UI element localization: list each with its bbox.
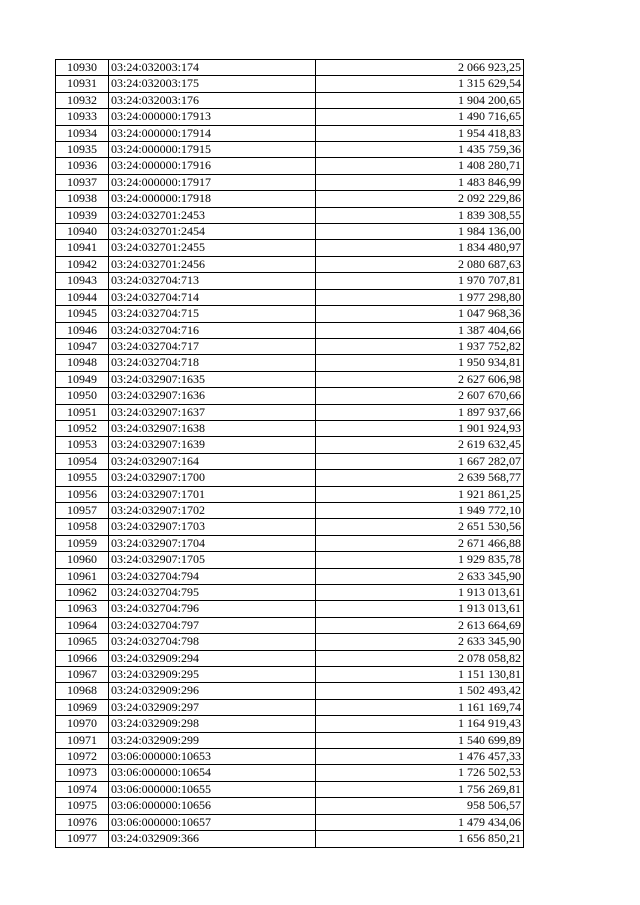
cadastral-number-cell: 03:24:032909:366 (109, 831, 316, 847)
cadastral-number-cell: 03:24:032907:1637 (109, 404, 316, 420)
cadastral-number-cell: 03:24:000000:17913 (109, 109, 316, 125)
table-row (56, 60, 524, 76)
table-row (56, 585, 524, 601)
row-number-cell: 10952 (56, 420, 109, 436)
row-number-cell: 10973 (56, 765, 109, 781)
table-row (56, 125, 524, 141)
row-number-cell: 10930 (56, 60, 109, 76)
cadastral-number-cell: 03:24:032701:2454 (109, 224, 316, 240)
row-number-cell: 10945 (56, 306, 109, 322)
cadastral-number-cell: 03:24:032907:164 (109, 453, 316, 469)
value-cell: 1 490 716,65 (316, 109, 524, 125)
cadastral-number-cell: 03:24:032907:1702 (109, 502, 316, 518)
table-row (56, 617, 524, 633)
cadastral-number-cell: 03:24:032704:795 (109, 585, 316, 601)
table-row (56, 92, 524, 108)
row-number-cell: 10938 (56, 191, 109, 207)
cadastral-number-cell: 03:24:032701:2456 (109, 256, 316, 272)
table-row (56, 453, 524, 469)
cadastral-number-cell: 03:24:032907:1700 (109, 470, 316, 486)
table-row (56, 355, 524, 371)
cadastral-number-cell: 03:24:032704:714 (109, 289, 316, 305)
cadastral-number-cell: 03:24:032701:2455 (109, 240, 316, 256)
value-cell: 2 078 058,82 (316, 650, 524, 666)
row-number-cell: 10931 (56, 76, 109, 92)
table-row (56, 781, 524, 797)
cadastral-number-cell: 03:24:032909:297 (109, 699, 316, 715)
cadastral-number-cell: 03:24:032907:1704 (109, 535, 316, 551)
table-row (56, 749, 524, 765)
cadastral-number-cell: 03:24:032704:718 (109, 355, 316, 371)
value-cell: 1 839 308,55 (316, 207, 524, 223)
cadastral-number-cell: 03:24:032907:1703 (109, 519, 316, 535)
row-number-cell: 10941 (56, 240, 109, 256)
value-cell: 1 151 130,81 (316, 667, 524, 683)
value-cell: 1 949 772,10 (316, 502, 524, 518)
cadastral-number-cell: 03:24:032704:798 (109, 634, 316, 650)
value-cell: 1 483 846,99 (316, 174, 524, 190)
table-row (56, 716, 524, 732)
value-cell: 1 904 200,65 (316, 92, 524, 108)
value-cell: 1 970 707,81 (316, 273, 524, 289)
row-number-cell: 10976 (56, 814, 109, 830)
cadastral-number-cell: 03:06:000000:10657 (109, 814, 316, 830)
value-cell: 1 408 280,71 (316, 158, 524, 174)
row-number-cell: 10961 (56, 568, 109, 584)
row-number-cell: 10947 (56, 338, 109, 354)
row-number-cell: 10943 (56, 273, 109, 289)
cadastral-number-cell: 03:24:032003:174 (109, 60, 316, 76)
table-row (56, 76, 524, 92)
value-cell: 2 671 466,88 (316, 535, 524, 551)
value-cell: 1 479 434,06 (316, 814, 524, 830)
table-row (56, 601, 524, 617)
cadastral-number-cell: 03:06:000000:10654 (109, 765, 316, 781)
row-number-cell: 10951 (56, 404, 109, 420)
cadastral-number-cell: 03:24:032907:1639 (109, 437, 316, 453)
row-number-cell: 10954 (56, 453, 109, 469)
table-row (56, 109, 524, 125)
cadastral-value-table (55, 59, 524, 848)
cadastral-number-cell: 03:24:032003:176 (109, 92, 316, 108)
row-number-cell: 10932 (56, 92, 109, 108)
value-cell: 2 066 923,25 (316, 60, 524, 76)
table-row (56, 486, 524, 502)
table-row (56, 404, 524, 420)
cadastral-number-cell: 03:24:032907:1638 (109, 420, 316, 436)
value-cell: 1 913 013,61 (316, 585, 524, 601)
cadastral-number-cell: 03:24:032704:797 (109, 617, 316, 633)
value-cell: 2 633 345,90 (316, 634, 524, 650)
value-cell: 1 937 752,82 (316, 338, 524, 354)
cadastral-number-cell: 03:24:032704:715 (109, 306, 316, 322)
row-number-cell: 10959 (56, 535, 109, 551)
row-number-cell: 10944 (56, 289, 109, 305)
value-cell: 1 435 759,36 (316, 142, 524, 158)
table-row (56, 338, 524, 354)
cadastral-number-cell: 03:24:000000:17917 (109, 174, 316, 190)
cadastral-number-cell: 03:24:000000:17916 (109, 158, 316, 174)
row-number-cell: 10977 (56, 831, 109, 847)
value-cell: 2 092 229,86 (316, 191, 524, 207)
cadastral-number-cell: 03:24:032909:299 (109, 732, 316, 748)
row-number-cell: 10953 (56, 437, 109, 453)
cadastral-number-cell: 03:24:032701:2453 (109, 207, 316, 223)
value-cell: 1 315 629,54 (316, 76, 524, 92)
table-row (56, 191, 524, 207)
row-number-cell: 10975 (56, 798, 109, 814)
table-row (56, 650, 524, 666)
row-number-cell: 10955 (56, 470, 109, 486)
table-row (56, 519, 524, 535)
cadastral-number-cell: 03:24:032909:298 (109, 716, 316, 732)
row-number-cell: 10939 (56, 207, 109, 223)
row-number-cell: 10950 (56, 388, 109, 404)
row-number-cell: 10968 (56, 683, 109, 699)
row-number-cell: 10966 (56, 650, 109, 666)
table-row (56, 289, 524, 305)
table-row (56, 535, 524, 551)
table-row (56, 371, 524, 387)
table-row (56, 732, 524, 748)
row-number-cell: 10935 (56, 142, 109, 158)
value-cell: 1 726 502,53 (316, 765, 524, 781)
table-row (56, 142, 524, 158)
row-number-cell: 10972 (56, 749, 109, 765)
table-body (56, 60, 524, 848)
cadastral-number-cell: 03:24:000000:17918 (109, 191, 316, 207)
cadastral-number-cell: 03:24:032907:1636 (109, 388, 316, 404)
cadastral-number-cell: 03:24:032907:1701 (109, 486, 316, 502)
row-number-cell: 10942 (56, 256, 109, 272)
table-row (56, 437, 524, 453)
cadastral-number-cell: 03:24:032909:296 (109, 683, 316, 699)
row-number-cell: 10970 (56, 716, 109, 732)
cadastral-number-cell: 03:24:032907:1705 (109, 552, 316, 568)
table-row (56, 224, 524, 240)
row-number-cell: 10933 (56, 109, 109, 125)
value-cell: 1 476 457,33 (316, 749, 524, 765)
table-row (56, 158, 524, 174)
value-cell: 2 639 568,77 (316, 470, 524, 486)
value-cell: 1 047 968,36 (316, 306, 524, 322)
table-row (56, 322, 524, 338)
row-number-cell: 10948 (56, 355, 109, 371)
table-row (56, 174, 524, 190)
cadastral-number-cell: 03:06:000000:10653 (109, 749, 316, 765)
table-row (56, 240, 524, 256)
table-row (56, 470, 524, 486)
row-number-cell: 10958 (56, 519, 109, 535)
table-row (56, 256, 524, 272)
table-row (56, 420, 524, 436)
cadastral-number-cell: 03:06:000000:10656 (109, 798, 316, 814)
cadastral-number-cell: 03:24:000000:17915 (109, 142, 316, 158)
cadastral-number-cell: 03:24:032704:717 (109, 338, 316, 354)
value-cell: 2 627 606,98 (316, 371, 524, 387)
value-cell: 1 387 404,66 (316, 322, 524, 338)
cadastral-number-cell: 03:24:032909:295 (109, 667, 316, 683)
table-row (56, 306, 524, 322)
row-number-cell: 10937 (56, 174, 109, 190)
row-number-cell: 10960 (56, 552, 109, 568)
row-number-cell: 10967 (56, 667, 109, 683)
cadastral-number-cell: 03:24:000000:17914 (109, 125, 316, 141)
value-cell: 1 929 835,78 (316, 552, 524, 568)
row-number-cell: 10934 (56, 125, 109, 141)
value-cell: 1 161 169,74 (316, 699, 524, 715)
table-row (56, 814, 524, 830)
value-cell: 1 834 480,97 (316, 240, 524, 256)
table-row (56, 502, 524, 518)
table-row (56, 699, 524, 715)
value-cell: 1 164 919,43 (316, 716, 524, 732)
value-cell: 1 921 861,25 (316, 486, 524, 502)
value-cell: 1 984 136,00 (316, 224, 524, 240)
cadastral-number-cell: 03:24:032704:794 (109, 568, 316, 584)
value-cell: 1 667 282,07 (316, 453, 524, 469)
table-row (56, 552, 524, 568)
value-cell: 1 913 013,61 (316, 601, 524, 617)
table-row (56, 207, 524, 223)
value-cell: 1 954 418,83 (316, 125, 524, 141)
table-row (56, 798, 524, 814)
cadastral-number-cell: 03:24:032907:1635 (109, 371, 316, 387)
value-cell: 1 950 934,81 (316, 355, 524, 371)
value-cell: 1 977 298,80 (316, 289, 524, 305)
value-cell: 1 502 493,42 (316, 683, 524, 699)
row-number-cell: 10949 (56, 371, 109, 387)
value-cell: 2 633 345,90 (316, 568, 524, 584)
row-number-cell: 10956 (56, 486, 109, 502)
row-number-cell: 10964 (56, 617, 109, 633)
value-cell: 958 506,57 (316, 798, 524, 814)
row-number-cell: 10946 (56, 322, 109, 338)
value-cell: 1 897 937,66 (316, 404, 524, 420)
row-number-cell: 10957 (56, 502, 109, 518)
table-row (56, 273, 524, 289)
table-row (56, 634, 524, 650)
value-cell: 1 756 269,81 (316, 781, 524, 797)
row-number-cell: 10969 (56, 699, 109, 715)
row-number-cell: 10963 (56, 601, 109, 617)
row-number-cell: 10940 (56, 224, 109, 240)
value-cell: 1 656 850,21 (316, 831, 524, 847)
value-cell: 2 080 687,63 (316, 256, 524, 272)
row-number-cell: 10936 (56, 158, 109, 174)
value-cell: 1 901 924,93 (316, 420, 524, 436)
cadastral-number-cell: 03:24:032704:796 (109, 601, 316, 617)
table-row (56, 683, 524, 699)
value-cell: 1 540 699,89 (316, 732, 524, 748)
row-number-cell: 10965 (56, 634, 109, 650)
value-cell: 2 607 670,66 (316, 388, 524, 404)
table-row (56, 831, 524, 847)
cadastral-number-cell: 03:24:032704:716 (109, 322, 316, 338)
row-number-cell: 10962 (56, 585, 109, 601)
value-cell: 2 651 530,56 (316, 519, 524, 535)
cadastral-number-cell: 03:06:000000:10655 (109, 781, 316, 797)
row-number-cell: 10971 (56, 732, 109, 748)
cadastral-number-cell: 03:24:032909:294 (109, 650, 316, 666)
table-row (56, 388, 524, 404)
table-row (56, 765, 524, 781)
value-cell: 2 613 664,69 (316, 617, 524, 633)
cadastral-number-cell: 03:24:032704:713 (109, 273, 316, 289)
table-row (56, 667, 524, 683)
value-cell: 2 619 632,45 (316, 437, 524, 453)
cadastral-number-cell: 03:24:032003:175 (109, 76, 316, 92)
row-number-cell: 10974 (56, 781, 109, 797)
table-row (56, 568, 524, 584)
